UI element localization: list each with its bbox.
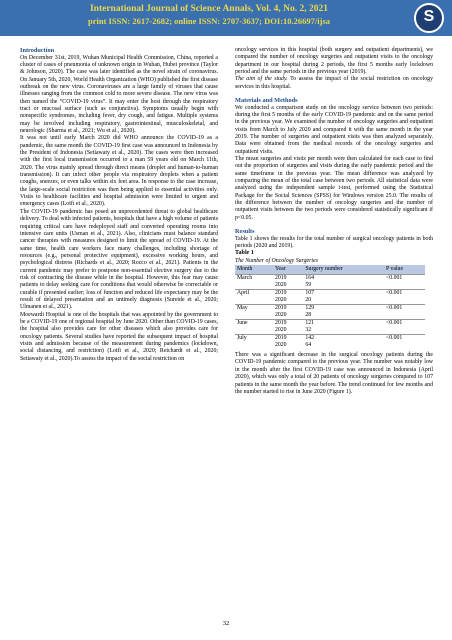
results-paragraph-1: Table 1 shows the results for the total number of surgical oncology patients in both periods (2020 and 2019). <box>235 235 433 250</box>
intro-paragraph-3: The COVID-19 pandemic has posed an unprecedented threat to global healthcare delivery. To deal with infected patients, hospitals that have a high volume of patients requiring critical care have redeployed staff and converted operating rooms into intensive care units (Usman et al., 2021). Also, clinicians must balance standard cancer therapies with measures designed to limit the spread of COVID-19. At the same time, health care workers face many challenges, including shortage of resources (e.g., personal protective equipment), excessive working hours, and psychological distress (Richards et al., 2020; Rocco et al., 2021). Patients in the current pandemic may prefer to postpone non-essential elective surgery due to the risk of contracting the disease while in the hospital. However, this fear may cause patients to delay seeking care for conditions that would otherwise be correctable or curable if presented earlier; loss of function and reduced life expectancy may be the result of delayed presentation and an untimely diagnosis (Sureide et al., 2020; Ulmanen et al., 2021). <box>20 208 218 311</box>
cell-year: 2020 <box>274 297 287 304</box>
header-year: Year <box>274 266 286 273</box>
cell-surgery: 64 <box>305 342 312 349</box>
results-paragraph-2: There was a significant decrease in the surgical oncology patients during the COVID-19 pandemic compared to the previous year. The number was notably low in the month after the first COVID-19 case was announced in Indonesia (April 2020), which was only a total of 20 patients of oncology surgeries compared to 107 patients in the same month the year before. The trend continued for few months and the number started to rise in June 2020 (Figure 1). <box>235 352 433 395</box>
cell-year: 2020 <box>274 342 287 349</box>
cell-month: July <box>235 335 273 343</box>
cell-year: 2020 <box>274 327 287 334</box>
cell-surgery: 28 <box>305 312 312 319</box>
table-subtitle: The Number of Oncology Surgeries <box>235 257 318 264</box>
cell-month <box>235 297 273 305</box>
oncology-surgeries-table <box>235 265 425 349</box>
aim-text: To assess the impact of the social restriction on oncology services in this hospital. <box>235 76 433 90</box>
intro-paragraph-4: Moewardi Hospital is one of the hospitals that was appointed by the government to be a COVID-19 one of regional hospital by June 2020. Other than COVID-19 cases, the hospital also provides care for other diseases which also provides care for oncology patients. Several studies have reported the subsequent impact of hospital visits and admission because of the measurement during pandemics (lockdown, social distancing, and restriction) (Lotfi et al., 2020; Reichardt et al., 2020; Setiawaty et al., 2020).To assess the impact of the social restriction on <box>20 311 218 362</box>
cell-month: April <box>235 290 273 298</box>
cell-p <box>384 327 425 335</box>
cell-year: 2019 <box>273 320 303 328</box>
cell-year: 2020 <box>274 282 287 289</box>
cell-p <box>384 282 425 290</box>
cell-year: 2019 <box>273 290 303 298</box>
table-row <box>235 297 425 305</box>
cell-month: June <box>235 320 273 328</box>
cell-surgery: 32 <box>305 327 312 334</box>
table-row <box>235 275 425 283</box>
cell-year: 2019 <box>273 305 303 313</box>
cell-p: <0.001 <box>384 320 425 328</box>
header-month: Month <box>237 266 253 273</box>
cell-month <box>235 342 273 349</box>
cell-year: 2019 <box>273 275 303 283</box>
cell-p: <0.001 <box>384 305 425 313</box>
header-surgery-number: Surgery number <box>305 266 343 273</box>
table-header-row <box>235 265 425 275</box>
cell-surgery: 129 <box>303 305 384 313</box>
cell-surgery: 164 <box>303 275 384 283</box>
journal-logo <box>414 3 444 33</box>
cell-year: 2019 <box>273 335 303 343</box>
cell-p <box>384 342 425 349</box>
cell-surgery: 107 <box>303 290 384 298</box>
introduction-heading: Introduction <box>20 47 55 54</box>
table-row <box>235 327 425 335</box>
cell-month <box>235 312 273 320</box>
cell-month: March <box>235 275 273 283</box>
cell-month <box>235 282 273 290</box>
left-column <box>20 47 218 363</box>
cell-p <box>384 297 425 305</box>
cell-surgery: 121 <box>303 320 384 328</box>
cell-p: <0.001 <box>384 275 425 283</box>
table-row <box>235 335 425 343</box>
methods-heading: Materials and Methods <box>235 97 298 105</box>
table-body <box>235 275 425 350</box>
journal-issn: print ISSN: 2617-2682; online ISSN: 2707-3637; DOI:10.26697/ijsa <box>87 16 331 26</box>
right-column <box>235 47 433 396</box>
table-row <box>235 342 425 349</box>
aim-paragraph <box>235 76 433 91</box>
table-row <box>235 320 425 328</box>
intro-paragraph-1: On December 31st, 2019, Wuhan Municipal Health Commission, China, reported a cluster of cases of pneumonia of unknown origin in Wuhan, Hubei province (Taylor & Johnson, 2020). The case was later identified as the novel strain of coronavirus. On January 5th, 2020, World Health Organization (WHO) published the first disease outbreak on the new virus. Coronaviruses are a large family of viruses that cause illnesses ranging from the common cold to more severe disease. The new virus was then named the “COVID-19 virus”. It may enter the host through the respiratory tract or mucosal surface (such as conjunctiva). Symptoms usually begin with nonspecific syndromes, including fever, dry cough, and fatigue. Multiple systems may be involved including respiratory, gastrointestinal, musculoskeletal, and neurologic (Sharma et al., 2021; Wu et al., 2020). <box>20 54 218 135</box>
intro-paragraph-2: It was not until early March 2020 did WHO announce the COVID-19 as a pandemic, the same month the COVID-19 first case was announced in Indonesia by the President of Indonesia (Setiawaty et al., 2020). The cases were then increased with the first local transmission occurred to a man 59 years old on March 11th, 2020. The virus mainly spread through direct means (droplet and human-to-human transmission). It can infect other people via respiratory droplets when a patient coughs, sneezes, or even talks within six feet area. In response to the case increase, the large-scale social restriction was then being applied to essential activities only. Visits to healthcare facilities and hospital admission were limited to urgent and emergency cases (Lotfi et al., 2020). <box>20 135 218 208</box>
cell-surgery: 59 <box>305 282 312 289</box>
header-p-value: P value <box>386 266 404 273</box>
journal-title: International Journal of Science Annals, Vol. 4, No. 2, 2021 <box>89 4 329 14</box>
journal-header <box>0 0 452 36</box>
results-heading: Results <box>235 228 255 236</box>
logo-letter: S <box>423 8 435 25</box>
table-row <box>235 312 425 320</box>
page-number: 32 <box>222 620 230 627</box>
cell-p: <0.001 <box>384 290 425 298</box>
table-row <box>235 282 425 290</box>
table-row <box>235 290 425 298</box>
cell-p: <0.001 <box>384 335 425 343</box>
methods-paragraph-1: We conducted a comparison study on the oncology service between two periods: during the first 5 months of the early COVID-19 pandemic and on the same period in the previous year. We examined the number of oncology surgeries and outpatient visits from March to July 2020 and compared it with the same month in the year 2019. The number of surgeries and outpatient visits was then analyzed separately. Data were obtained from the medical records of the oncology surgeries and outpatient visits. <box>235 104 433 155</box>
table-row <box>235 305 425 313</box>
cell-surgery: 142 <box>303 335 384 343</box>
methods-paragraph-2: The mean surgeries and visits per month were then calculated for each case to find out the proportion of surgeries and visits during the early pandemic period and the same timeframe in the previous year. The mean difference was analyzed by comparing the mean of the total case between two periods. All statistical data were analyzed using the independent sample t-test, performed using the Statistical Package for the Social Sciences (SPSS) for Windows version 25.0. The results of the difference between the number of oncology surgeries and the number of outpatient visits between the two periods were considered statistically significant if p<0.05. <box>235 156 433 221</box>
cell-year: 2020 <box>274 312 287 319</box>
intro-paragraph-5: oncology services in this hospital (both surgery and outpatient departments), we compared the number of oncology surgeries and outpatient visits to the oncology department in our hospital during 2 periods, the first 5 months early lockdown period and the same periods in the previous year (2019). <box>235 47 433 76</box>
cell-month: May <box>235 305 273 313</box>
cell-p <box>384 312 425 320</box>
table-title: Table 1 <box>235 250 254 257</box>
cell-surgery: 20 <box>305 297 312 304</box>
cell-month <box>235 327 273 335</box>
aim-label: The aim of the study. <box>235 76 288 83</box>
